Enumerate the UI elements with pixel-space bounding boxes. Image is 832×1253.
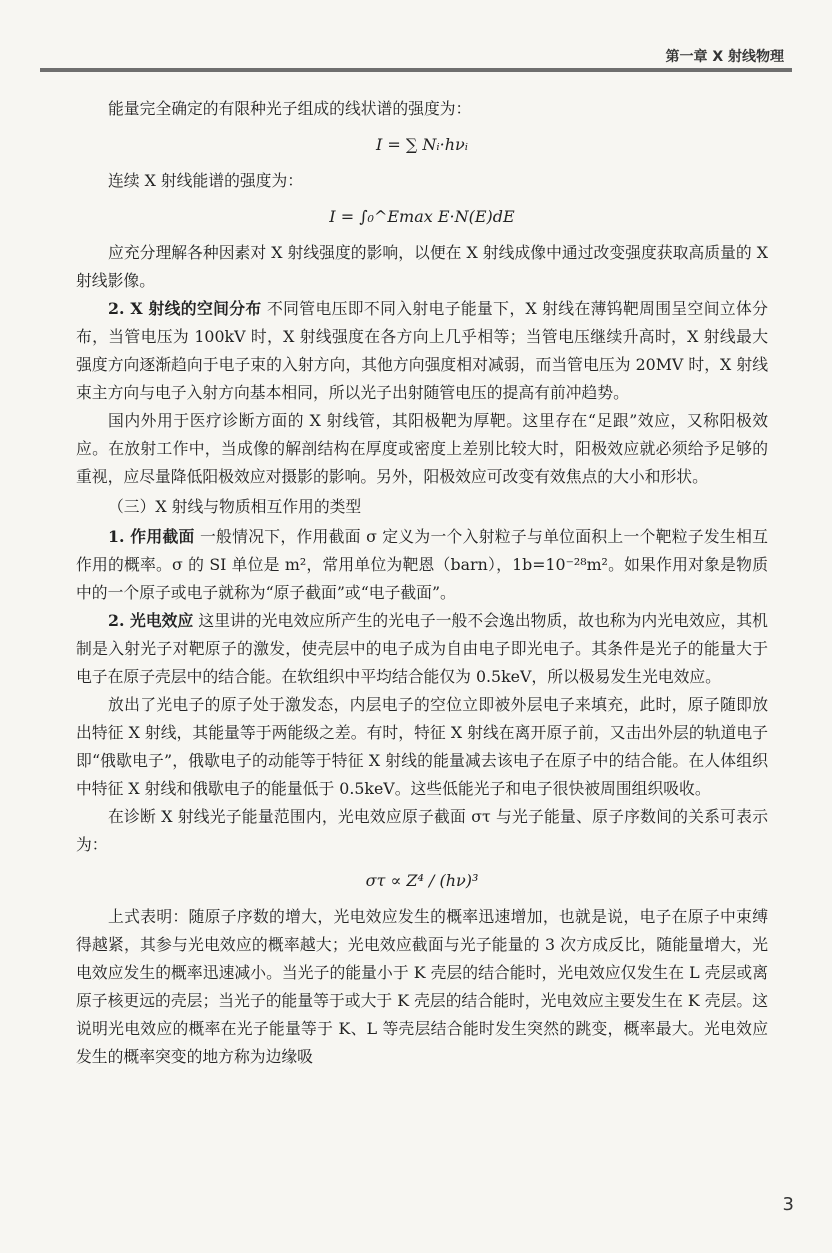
spatial-distribution-paragraph [76,295,768,407]
relation-intro: 在诊断 X 射线光子能量范围内，光电效应原子截面 στ 与光子能量、原子序数间的关系可表示为： [76,807,768,854]
continuous-spectrum-intro: 连续 X 射线能谱的强度为： [108,171,304,190]
page-number: 3 [782,1194,794,1215]
line-spectrum-formula: I = ∑ Nᵢ·hνᵢ [376,135,468,154]
heel-effect-paragraph: 国内外用于医疗诊断方面的 X 射线管，其阳极靶为厚靶。这里存在“足跟”效应，又称阳极效应。在放射工作中，当成像的解剖结构在厚度或密度上差别比较大时，阳极效应就必须给予足够的重视，应尽量降低阳极效应对摄影的影响。另外，阳极效应可改变有效焦点的大小和形状。 [76,411,768,486]
photoelectric-heading: 2. 光电效应 [108,611,194,630]
line-spectrum-intro: 能量完全确定的有限种光子组成的线状谱的强度为： [108,99,472,118]
cross-section-text: 一般情况下，作用截面 σ 定义为一个入射粒子与单位面积上一个靶粒子发生相互作用的概率。σ 的 SI 单位是 m²，常用单位为靶恩（barn），1b=10⁻²⁸m²。如果作用对象是物质中的一个原子或电子就称为“原子截面”或“电子截面”。 [76,527,768,602]
spatial-distribution-text: 不同管电压即不同入射电子能量下，X 射线在薄钨靶周围呈空间立体分布，当管电压为 100kV 时，X 射线强度在各方向上几乎相等；当管电压继续升高时，X 射线最大强度方向逐渐趋向于电子束的入射方向，其他方向强度相对减弱，而当管电压为 20MV 时，X 射线束主方向与电子入射方向基本相同，所以光子出射随管电压的提高有前冲趋势。 [76,299,768,402]
intensity-paragraph: 应充分理解各种因素对 X 射线强度的影响，以便在 X 射线成像中通过改变强度获取高质量的 X 射线影像。 [76,243,768,290]
auger-paragraph: 放出了光电子的原子处于激发态，内层电子的空位立即被外层电子来填充，此时，原子随即放出特征 X 射线，其能量等于两能级之差。有时，特征 X 射线在离开原子前，又击出外层的轨道电子即“俄歇电子”，俄歇电子的动能等于特征 X 射线的能量减去该电子在原子中的结合能。在人体组织中特征 X 射线和俄歇电子的能量低于 0.5keV。这些低能光子和电子很快被周围组织吸收。 [76,695,768,798]
cross-section-paragraph [76,523,768,607]
chapter-title: 第一章 X 射线物理 [665,49,784,65]
section-3-heading: （三）X 射线与物质相互作用的类型 [108,497,362,516]
spatial-distribution-heading: 2. X 射线的空间分布 [108,299,262,318]
cross-section-heading: 1. 作用截面 [108,527,195,546]
photoelectric-cross-section-formula: στ ∝ Z⁴ / (hν)³ [365,871,479,890]
page-content [76,95,768,1071]
conclusion-paragraph: 上式表明：随原子序数的增大，光电效应发生的概率迅速增加，也就是说，电子在原子中束缚得越紧，其参与光电效应的概率越大；光电效应截面与光子能量的 3 次方成反比，随能量增大，光电效应发生的概率迅速减小。当光子的能量小于 K 壳层的结合能时，光电效应仅发生在 L 壳层或离原子核更远的壳层；当光子的能量等于或大于 K 壳层的结合能时，光电效应主要发生在 K 壳层。这说明光电效应的概率在光子能量等于 K、L 等壳层结合能时发生突然的跳变，概率最大。光电效应发生的概率突变的地方称为边缘吸 [76,907,768,1066]
page-header [40,40,792,82]
header-divider [40,68,792,72]
photoelectric-paragraph [76,607,768,691]
continuous-spectrum-formula: I = ∫₀^Emax E·N(E)dE [329,207,515,226]
photoelectric-text: 这里讲的光电效应所产生的光电子一般不会逸出物质，故也称为内光电效应，其机制是入射光子对靶原子的激发，使壳层中的电子成为自由电子即光电子。其条件是光子的能量大于电子在原子壳层中的结合能。在软组织中平均结合能仅为 0.5keV，所以极易发生光电效应。 [76,611,768,686]
